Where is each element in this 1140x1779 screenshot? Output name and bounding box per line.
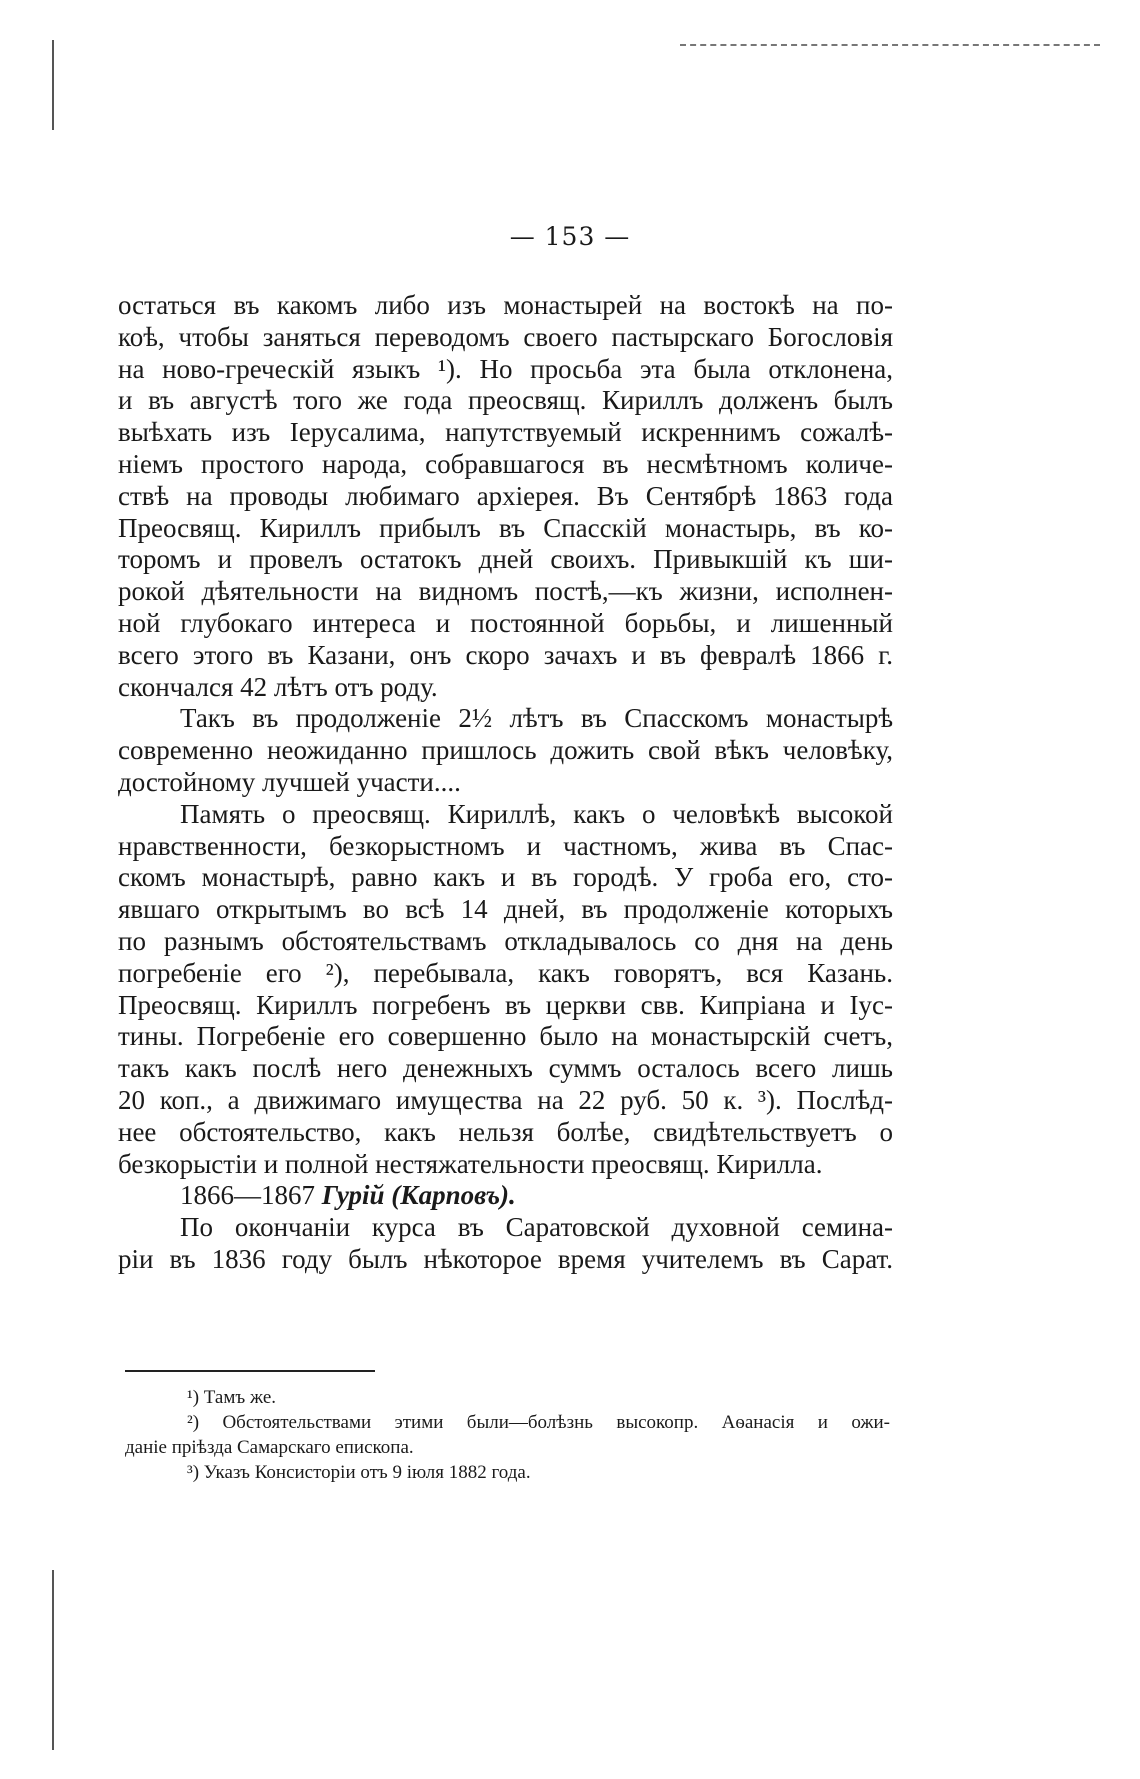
text-line: всего этого въ Казани, онъ скоро зачахъ и въ февралѣ 1866 г. — [118, 639, 893, 670]
footnote: ³) Указъ Консисторіи отъ 9 іюля 1882 года. — [187, 1462, 531, 1483]
text-line: на ново-греческій языкъ ¹). Но просьба эта была отклонена, — [118, 353, 893, 384]
text-line: ной глубокаго интереса и постоянной борьбы, и лишенный — [118, 607, 893, 638]
text-line: по разнымъ обстоятельствамъ откладывалось со дня на день — [118, 925, 893, 956]
text-line: коѣ, чтобы заняться переводомъ своего пастырскаго Богословія — [118, 321, 893, 352]
text-line: тины. Погребеніе его совершенно было на монастырскій счетъ, — [118, 1021, 893, 1052]
text-line: достойному лучшей участи.... — [118, 766, 461, 797]
heading-years: 1866—1867 — [180, 1180, 315, 1211]
scan-artifact-left-line-bottom — [52, 1570, 54, 1750]
text-line: современно неожиданно пришлось дожить свой вѣкъ человѣку, — [118, 735, 893, 766]
text-line: скончался 42 лѣтъ отъ роду. — [118, 671, 438, 702]
text-line: рокой дѣятельности на видномъ постѣ,—къ жизни, исполнен- — [118, 576, 893, 607]
text-line: ріи въ 1836 году былъ нѣкоторое время учителемъ въ Сарат. — [118, 1243, 893, 1274]
text-line: Преосвящ. Кириллъ прибылъ въ Спасскій монастырь, въ ко- — [118, 512, 893, 543]
scan-artifact-top-line — [680, 44, 1100, 46]
scan-artifact-left-line — [52, 40, 54, 130]
text-line: остаться въ какомъ либо изъ монастырей на востокѣ на по- — [118, 290, 893, 320]
text-line: По окончаніи курса въ Саратовской духовной семина- — [180, 1212, 893, 1243]
main-text — [118, 290, 893, 1276]
footnote: ²) Обстоятельствами этими были—болѣзнь высокопр. Аѳанасія и ожи- — [187, 1412, 890, 1433]
text-line: нее обстоятельство, какъ нельзя болѣе, свидѣтельствуетъ о — [118, 1116, 893, 1147]
text-line: выѣхать изъ Іерусалима, напутствуемый искреннимъ сожалѣ- — [118, 417, 893, 448]
text-line: Такъ въ продолженіе 2½ лѣтъ въ Спасскомъ монастырѣ — [180, 703, 893, 734]
footnote: ¹) Тамъ же. — [187, 1387, 276, 1408]
text-line: и въ августѣ того же года преосвящ. Кириллъ долженъ былъ — [118, 385, 893, 416]
text-line: торомъ и провелъ остатокъ дней своихъ. Привыкшій къ ши- — [118, 544, 893, 575]
text-line: скомъ монастырѣ, равно какъ и въ городѣ. У гроба его, сто- — [118, 862, 893, 893]
text-line: такъ какъ послѣ него денежныхъ суммъ осталось всего лишь — [118, 1053, 893, 1084]
text-line: Память о преосвящ. Кириллѣ, какъ о человѣкѣ высокой — [180, 798, 893, 829]
footnote-divider — [125, 1370, 375, 1372]
text-line: погребеніе его ²), перебывала, какъ говорятъ, вся Казань. — [118, 957, 893, 988]
text-line: нравственности, безкорыстномъ и частномъ, жива въ Спас- — [118, 830, 893, 861]
heading-surname: (Карповъ). — [391, 1180, 516, 1211]
text-line: ніемъ простого народа, собравшагося въ несмѣтномъ количе- — [118, 448, 893, 479]
page-number: — 153 — — [509, 222, 631, 251]
footnotes — [125, 1385, 890, 1485]
text-line: ствѣ на проводы любимаго архіерея. Въ Сентябрѣ 1863 года — [118, 480, 893, 511]
heading-name: Гурій — [321, 1180, 385, 1211]
text-line: Преосвящ. Кириллъ погребенъ въ церкви свв. Кипріана и Іус- — [118, 989, 893, 1020]
text-line: безкорыстіи и полной нестяжательности преосвящ. Кирилла. — [118, 1148, 823, 1179]
footnote: даніе пріѣзда Самарскаго епископа. — [125, 1437, 414, 1458]
section-heading — [118, 1180, 893, 1212]
text-line: 20 коп., а движимаго имущества на 22 руб. 50 к. ³). Послѣд- — [118, 1084, 893, 1115]
text-line: явшаго открытымъ во всѣ 14 дней, въ продолженіе которыхъ — [118, 894, 893, 925]
